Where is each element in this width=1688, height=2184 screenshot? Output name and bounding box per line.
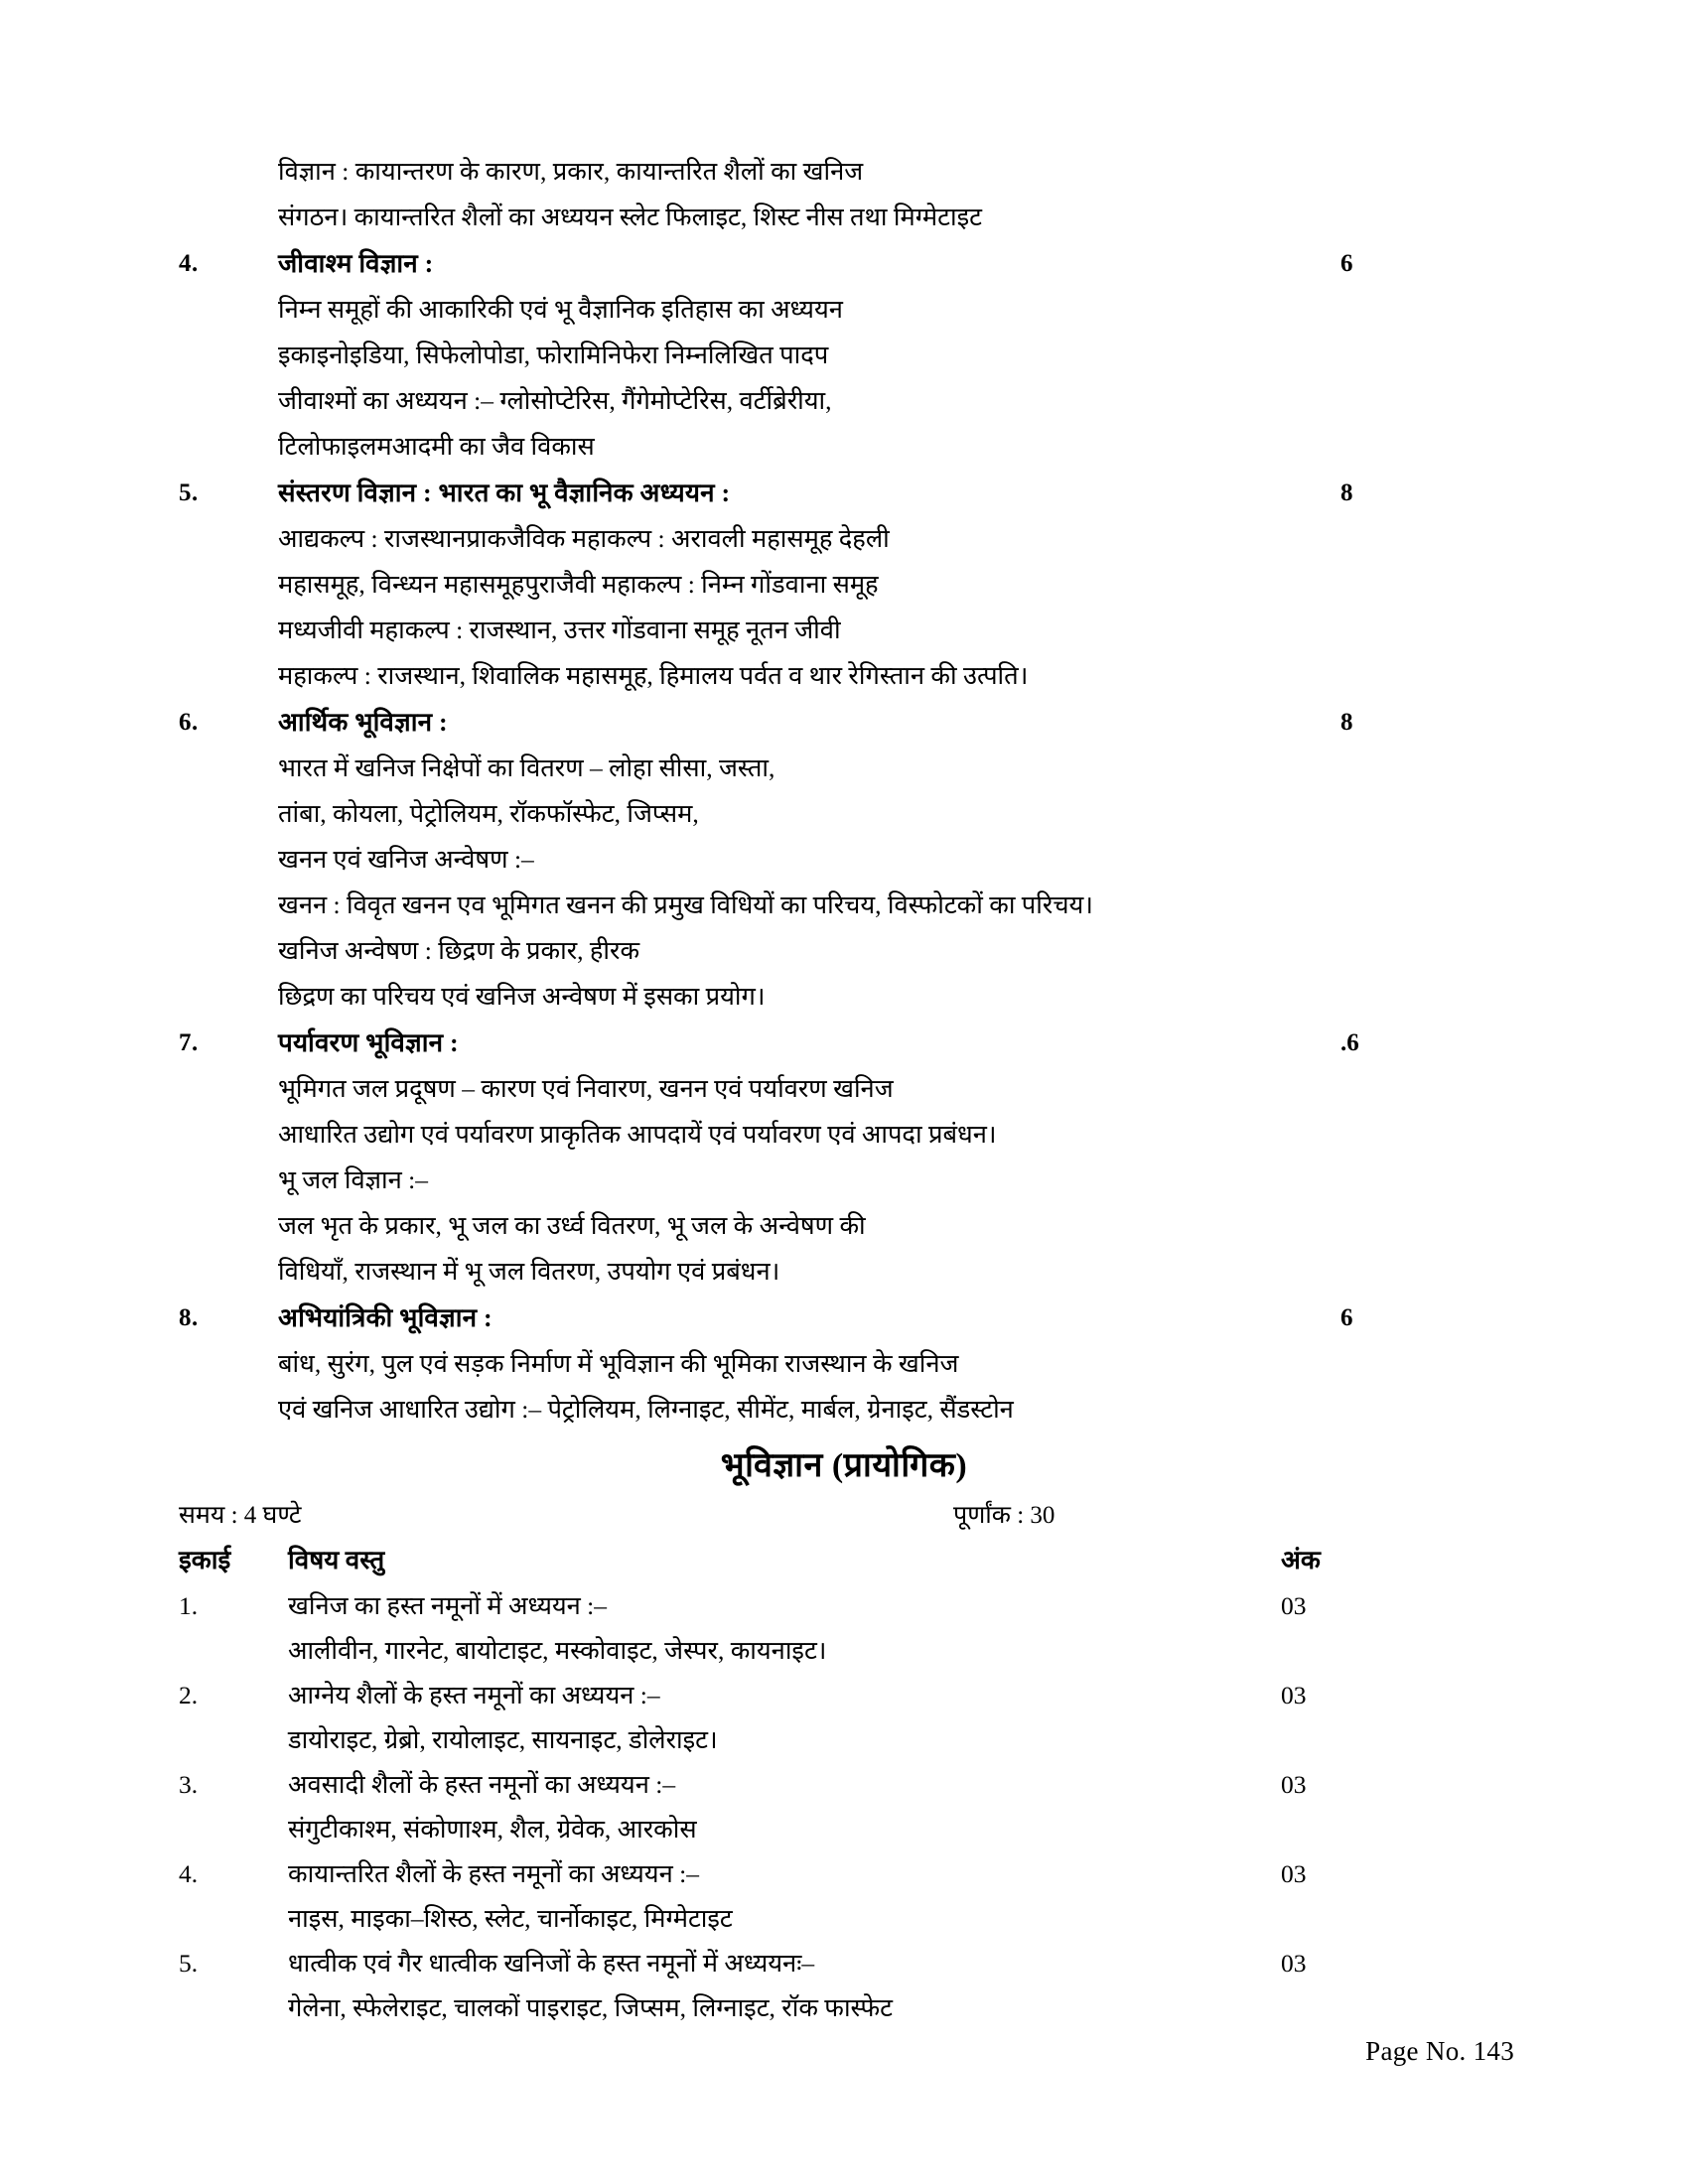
section-line: निम्न समूहों की आकारिकी एवं भू वैज्ञानिक इतिहास का अध्ययन — [278, 295, 843, 324]
practical-table-header — [179, 1538, 1460, 1583]
row-number: 1. — [179, 1591, 199, 1620]
row-topic-main: अवसादी शैलों के हस्त नमूनों का अध्ययन :– — [288, 1770, 676, 1799]
row-topic-sub: डायोराइट, ग्रेब्रो, रायोलाइट, सायनाइट, डोलेराइट। — [288, 1725, 718, 1754]
section-number: 4. — [179, 250, 199, 277]
row-topic — [288, 1851, 1281, 1941]
continuation-line: संगठन। कायान्तरित शैलों का अध्ययन स्लेट फिलाइट, शिस्ट नीस तथा मिग्मेटाइट — [278, 203, 982, 231]
continuation-line: विज्ञान : कायान्तरण के कारण, प्रकार, कायान्तरित शैलों का खनिज — [278, 157, 864, 186]
syllabus-section-7 — [179, 1020, 1430, 1295]
section-line: एवं खनिज आधारित उद्योग :– पेट्रोलियम, लिग्नाइट, सीमेंट, मार्बल, ग्रेनाइट, सैंडस्टोन — [278, 1395, 1014, 1424]
section-marks: 8 — [1340, 709, 1353, 736]
row-topic — [288, 1583, 1281, 1673]
section-line: जल भृत के प्रकार, भू जल का उर्ध्व वितरण, भू जल के अन्वेषण की — [278, 1211, 866, 1240]
section-line: जीवाश्मों का अध्ययन :– ग्लोसोप्टेरिस, गैंगेमोप्टेरिस, वर्टीब्रेरीया, — [278, 386, 832, 415]
section-line: आधारित उद्योग एवं पर्यावरण प्राकृतिक आपदायें एवं पर्यावरण एवं आपदा प्रबंधन। — [278, 1120, 997, 1149]
row-marks: 03 — [1281, 1859, 1307, 1888]
section-title: अभियांत्रिकी भूविज्ञान : — [278, 1303, 492, 1332]
row-number: 2. — [179, 1681, 199, 1709]
table-row — [179, 1851, 1460, 1941]
section-line: टिलोफाइलमआदमी का जैव विकास — [278, 432, 595, 461]
section-marks: 8 — [1340, 479, 1353, 506]
section-marks: 6 — [1340, 1304, 1353, 1331]
section-line: खनन : विवृत खनन एव भूमिगत खनन की प्रमुख विधियों का परिचय, विस्फोटकों का परिचय। — [278, 890, 1093, 919]
section-line: छिद्रण का परिचय एवं खनिज अन्वेषण में इसका प्रयोग। — [278, 982, 766, 1011]
syllabus-section-6 — [179, 699, 1430, 1020]
table-row — [179, 1583, 1460, 1673]
section-title: जीवाश्म विज्ञान : — [278, 249, 434, 278]
row-marks: 03 — [1281, 1770, 1307, 1799]
section-body — [278, 470, 1340, 699]
section-body — [278, 699, 1340, 1020]
row-marks: 03 — [1281, 1591, 1307, 1620]
section-title: पर्यावरण भूविज्ञान : — [278, 1028, 459, 1057]
section-line: खनन एवं खनिज अन्वेषण :– — [278, 845, 534, 874]
section-number: 6. — [179, 709, 199, 736]
section-title: संस्तरण विज्ञान : भारत का भू वैज्ञानिक अध्ययन : — [278, 478, 731, 507]
section-line: विधियाँ, राजस्थान में भू जल वितरण, उपयोग एवं प्रबंधन। — [278, 1257, 780, 1286]
column-header-unit: इकाई — [179, 1546, 231, 1574]
table-row — [179, 1673, 1460, 1762]
column-header-marks: अंक — [1281, 1546, 1321, 1574]
row-topic-sub: गेलेना, स्फेलेराइट, चालकों पाइराइट, जिप्सम, लिग्नाइट, रॉक फास्फेट — [288, 1993, 893, 2022]
section-body — [278, 240, 1340, 470]
row-topic — [288, 1941, 1281, 2030]
row-number: 4. — [179, 1859, 199, 1888]
section-body — [278, 1020, 1340, 1295]
syllabus-section-5 — [179, 470, 1430, 699]
section-line: इकाइनोइडिया, सिफेलोपोडा, फोरामिनिफेरा निम्नलिखित पादप — [278, 341, 829, 369]
row-topic-main: कायान्तरित शैलों के हस्त नमूनों का अध्ययन :– — [288, 1859, 699, 1888]
row-topic-sub: आलीवीन, गारनेट, बायोटाइट, मस्कोवाइट, जेस्पर, कायनाइट। — [288, 1636, 827, 1665]
section-line: भू जल विज्ञान :– — [278, 1165, 428, 1194]
section-number: 5. — [179, 479, 199, 506]
section-marks: 6 — [1340, 250, 1353, 277]
row-number: 3. — [179, 1770, 199, 1799]
section-number: 8. — [179, 1304, 199, 1331]
practical-time: समय : 4 घण्टे — [179, 1502, 302, 1529]
syllabus-section-8 — [179, 1295, 1430, 1433]
row-topic-sub: संगुटीकाश्म, संकोणाश्म, शैल, ग्रेवेक, आरकोस — [288, 1815, 697, 1843]
section-line: बांध, सुरंग, पुल एवं सड़क निर्माण में भूविज्ञान की भूमिका राजस्थान के खनिज — [278, 1349, 959, 1378]
page-footer: Page No. 143 — [1365, 2036, 1514, 2066]
row-topic — [288, 1673, 1281, 1762]
section-line: महासमूह, विन्ध्यन महासमूहपुराजैवी महाकल्प : निम्न गोंडवाना समूह — [278, 570, 879, 599]
practical-total-marks: पूर्णांक : 30 — [953, 1502, 1055, 1529]
practical-title: भूविज्ञान (प्रायोगिक) — [720, 1447, 968, 1484]
section-line: भारत में खनिज निक्षेपों का वितरण – लोहा सीसा, जस्ता, — [278, 753, 775, 782]
row-marks: 03 — [1281, 1949, 1307, 1978]
section-line: खनिज अन्वेषण : छिद्रण के प्रकार, हीरक — [278, 936, 640, 965]
row-topic-main: धात्वीक एवं गैर धात्वीक खनिजों के हस्त नमूनों में अध्ययनः– — [288, 1949, 815, 1978]
continuation-block — [278, 149, 1450, 240]
section-line: भूमिगत जल प्रदूषण – कारण एवं निवारण, खनन एवं पर्यावरण खनिज — [278, 1074, 894, 1103]
section-line: महाकल्प : राजस्थान, शिवालिक महासमूह, हिमालय पर्वत व थार रेगिस्तान की उत्पति। — [278, 661, 1029, 690]
section-line: मध्यजीवी महाकल्प : राजस्थान, उत्तर गोंडवाना समूह नूतन जीवी — [278, 615, 841, 644]
section-line: आद्यकल्प : राजस्थानप्राकजैविक महाकल्प : अरावली महासमूह देहली — [278, 524, 890, 553]
row-number: 5. — [179, 1949, 199, 1978]
table-row — [179, 1941, 1460, 2030]
syllabus-content — [0, 149, 1688, 2030]
section-title: आर्थिक भूविज्ञान : — [278, 708, 448, 737]
practical-meta — [179, 1494, 1460, 1538]
row-topic-main: खनिज का हस्त नमूनों में अध्ययन :– — [288, 1591, 608, 1620]
syllabus-section-4 — [179, 240, 1430, 470]
row-topic-main: आग्नेय शैलों के हस्त नमूनों का अध्ययन :– — [288, 1681, 660, 1709]
section-number: 7. — [179, 1029, 199, 1056]
table-row — [179, 1762, 1460, 1851]
row-topic-sub: नाइस, माइका–शिस्ठ, स्लेट, चार्नोकाइट, मिग्मेटाइट — [288, 1904, 733, 1933]
column-header-topic: विषय वस्तु — [288, 1546, 385, 1574]
section-marks: .6 — [1340, 1029, 1359, 1056]
row-topic — [288, 1762, 1281, 1851]
section-line: तांबा, कोयला, पेट्रोलियम, रॉकफॉस्फेट, जिप्सम, — [278, 799, 699, 828]
row-marks: 03 — [1281, 1681, 1307, 1709]
section-body — [278, 1295, 1340, 1433]
